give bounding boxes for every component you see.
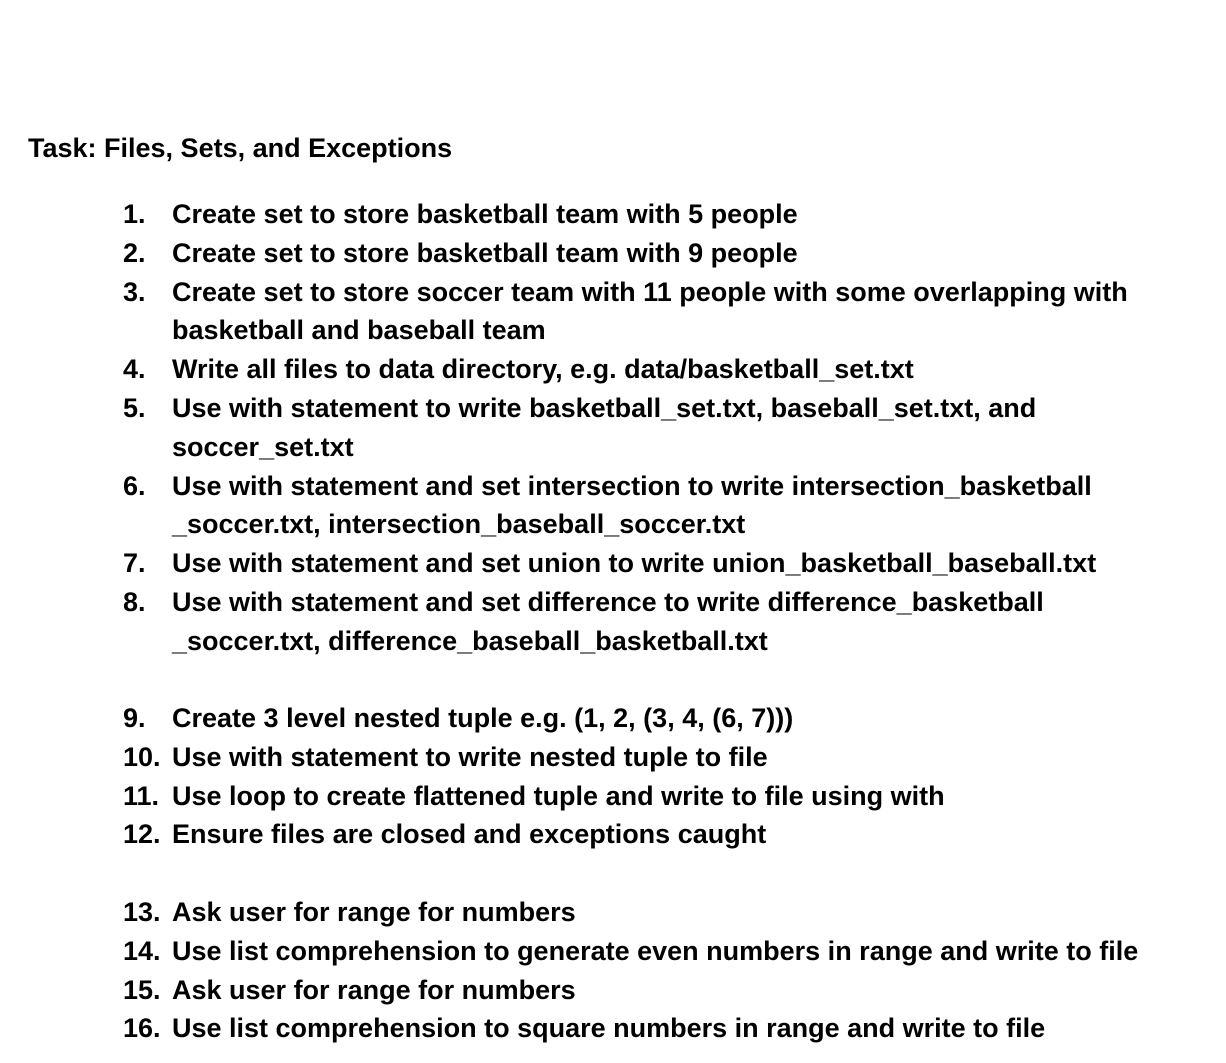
item-text-line: Use list comprehension to generate even numbers in range and write to file xyxy=(172,935,1139,966)
item-text-line: Create set to store basketball team with 5 people xyxy=(172,199,798,229)
list-item xyxy=(123,893,1138,932)
item-text-line: Create set to store basketball team with 9 people xyxy=(172,237,798,268)
list-item xyxy=(123,815,945,854)
item-number: 1. xyxy=(123,199,146,229)
item-text-line: Use with statement and set union to write union_basketball_baseball.txt xyxy=(172,548,1097,579)
list-item xyxy=(123,777,945,816)
list-item xyxy=(123,1009,1138,1048)
task-list-tuples xyxy=(123,699,945,854)
item-text xyxy=(172,777,945,816)
item-number: 3. xyxy=(123,276,146,307)
item-text-line: Ask user for range for numbers xyxy=(172,974,576,1005)
item-text-line: _soccer.txt, difference_baseball_basketball.txt xyxy=(172,625,768,656)
item-text-line: _soccer.txt, intersection_baseball_soccer.txt xyxy=(172,509,746,540)
item-text-line: Ensure files are closed and exceptions caught xyxy=(172,819,767,850)
item-number: 9. xyxy=(123,703,146,733)
list-item xyxy=(123,195,1128,234)
item-text xyxy=(172,738,768,777)
item-text xyxy=(172,389,1036,467)
item-text-line: Ask user for range for numbers xyxy=(172,897,576,927)
item-text xyxy=(172,893,576,932)
item-number: 2. xyxy=(123,237,146,268)
list-item xyxy=(123,467,1128,545)
item-text xyxy=(172,195,798,234)
item-number: 14. xyxy=(123,935,161,966)
item-text xyxy=(172,234,798,273)
item-text xyxy=(172,932,1138,971)
item-number: 12. xyxy=(123,819,161,850)
item-number: 13. xyxy=(123,897,161,927)
list-item xyxy=(123,583,1128,661)
list-item xyxy=(123,273,1128,351)
list-item xyxy=(123,932,1138,971)
list-item xyxy=(123,971,1138,1010)
item-number: 5. xyxy=(123,392,146,423)
item-text-line: Use list comprehension to square numbers in range and write to file xyxy=(172,1013,1046,1044)
item-number: 16. xyxy=(123,1013,161,1044)
item-text xyxy=(172,699,793,738)
item-number: 11. xyxy=(123,780,160,811)
item-text xyxy=(172,544,1096,583)
item-number: 10. xyxy=(123,741,161,772)
task-list-sets-files xyxy=(123,195,1128,661)
item-text-line: basketball and baseball team xyxy=(172,315,546,346)
task-list-comprehensions xyxy=(123,893,1138,1048)
item-text-line: Use with statement to write nested tuple to file xyxy=(172,741,768,772)
item-number: 15. xyxy=(123,974,161,1005)
item-text-line: Use loop to create flattened tuple and write to file using with xyxy=(172,780,945,811)
item-number: 4. xyxy=(123,354,146,385)
list-item xyxy=(123,389,1128,467)
item-text xyxy=(172,350,914,389)
item-text-line: Create set to store soccer team with 11 people with some overlapping with xyxy=(172,276,1128,307)
item-number: 8. xyxy=(123,586,146,617)
list-item xyxy=(123,544,1128,583)
item-text xyxy=(172,467,1092,545)
item-number: 7. xyxy=(123,548,146,579)
item-text-line: Use with statement and set intersection to write intersection_basketball xyxy=(172,470,1092,501)
list-item xyxy=(123,234,1128,273)
item-text xyxy=(172,273,1128,351)
list-item xyxy=(123,738,945,777)
item-number: 6. xyxy=(123,470,146,501)
item-text-line: Write all files to data directory, e.g. data/basketball_set.txt xyxy=(172,354,914,385)
item-text xyxy=(172,583,1044,661)
item-text xyxy=(172,1009,1045,1048)
item-text xyxy=(172,815,766,854)
list-item xyxy=(123,699,945,738)
item-text xyxy=(172,971,576,1010)
item-text-line: Create 3 level nested tuple e.g. (1, 2, (3, 4, (6, 7))) xyxy=(172,703,794,733)
item-text-line: Use with statement to write basketball_set.txt, baseball_set.txt, and xyxy=(172,392,1037,423)
item-text-line: soccer_set.txt xyxy=(172,431,354,462)
document-title: Task: Files, Sets, and Exceptions xyxy=(28,133,453,163)
item-text-line: Use with statement and set difference to write difference_basketball xyxy=(172,586,1044,617)
list-item xyxy=(123,350,1128,389)
